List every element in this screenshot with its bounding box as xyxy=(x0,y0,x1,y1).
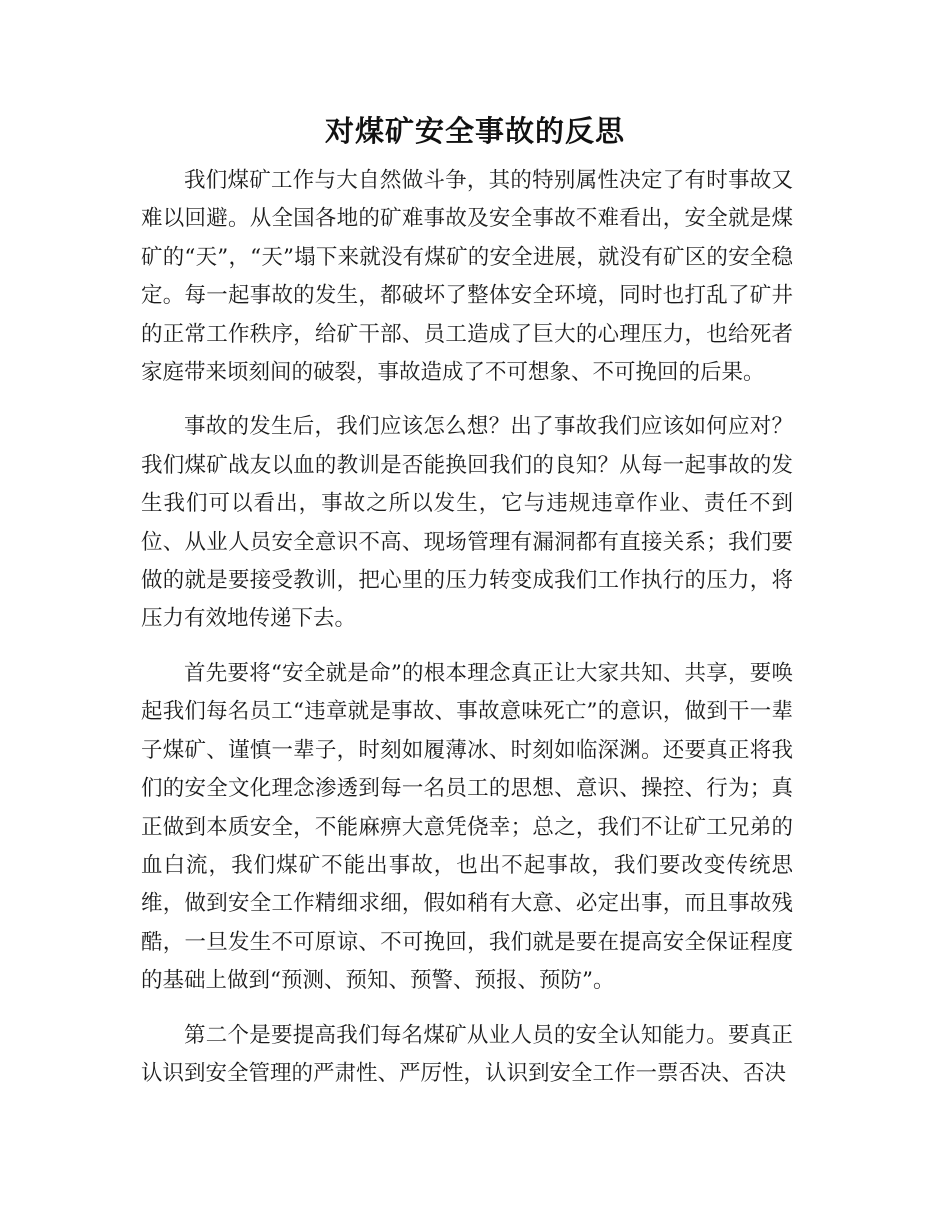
paragraph-2: 事故的发生后，我们应该怎么想？出了事故我们应该如何应对？我们煤矿战友以血的教训是否能换回我们的良知？从每一起事故的发生我们可以看出，事故之所以发生，它与违规违章作业、责任不到位、从业人员安全意识不高、现场管理有漏洞都有直接关系；我们要做的就是要接受教训，把心里的压力转变成我们工作执行的压力，将压力有效地传递下去。 xyxy=(141,414,793,632)
paragraph-4: 第二个是要提高我们每名煤矿从业人员的安全认知能力。要真正认识到安全管理的严肃性、严厉性，认识到安全工作一票否决、否决 xyxy=(141,1022,793,1086)
paragraph-1: 我们煤矿工作与大自然做斗争，其的特别属性决定了有时事故又难以回避。从全国各地的矿难事故及安全事故不难看出，安全就是煤矿的“天”，“天”塌下来就没有煤矿的安全进展，就没有矿区的安全稳定。每一起事故的发生，都破坏了整体安全环境，同时也打乱了矿井的正常工作秩序，给矿干部、员工造成了巨大的心理压力，也给死者家庭带来顷刻间的破裂，事故造成了不可想象、不可挽回的后果。 xyxy=(141,168,793,386)
document-title: 对煤矿安全事故的反思 xyxy=(324,114,625,148)
paragraph-3: 首先要将“安全就是命”的根本理念真正让大家共知、共享，要唤起我们每名员工“违章就是事故、事故意味死亡”的意识，做到干一辈子煤矿、谨慎一辈子，时刻如履薄冰、时刻如临深渊。还要真正将我们的安全文化理念渗透到每一名员工的思想、意识、操控、行为；真正做到本质安全，不能麻痹大意凭侥幸；总之，我们不让矿工兄弟的血白流，我们煤矿不能出事故，也出不起事故，我们要改变传统思维，做到安全工作精细求细，假如稍有大意、必定出事，而且事故残酷，一旦发生不可原谅、不可挽回，我们就是要在提高安全保证程度的基础上做到“预测、预知、预警、预报、预防”。 xyxy=(141,660,793,994)
document-body xyxy=(141,162,793,1109)
